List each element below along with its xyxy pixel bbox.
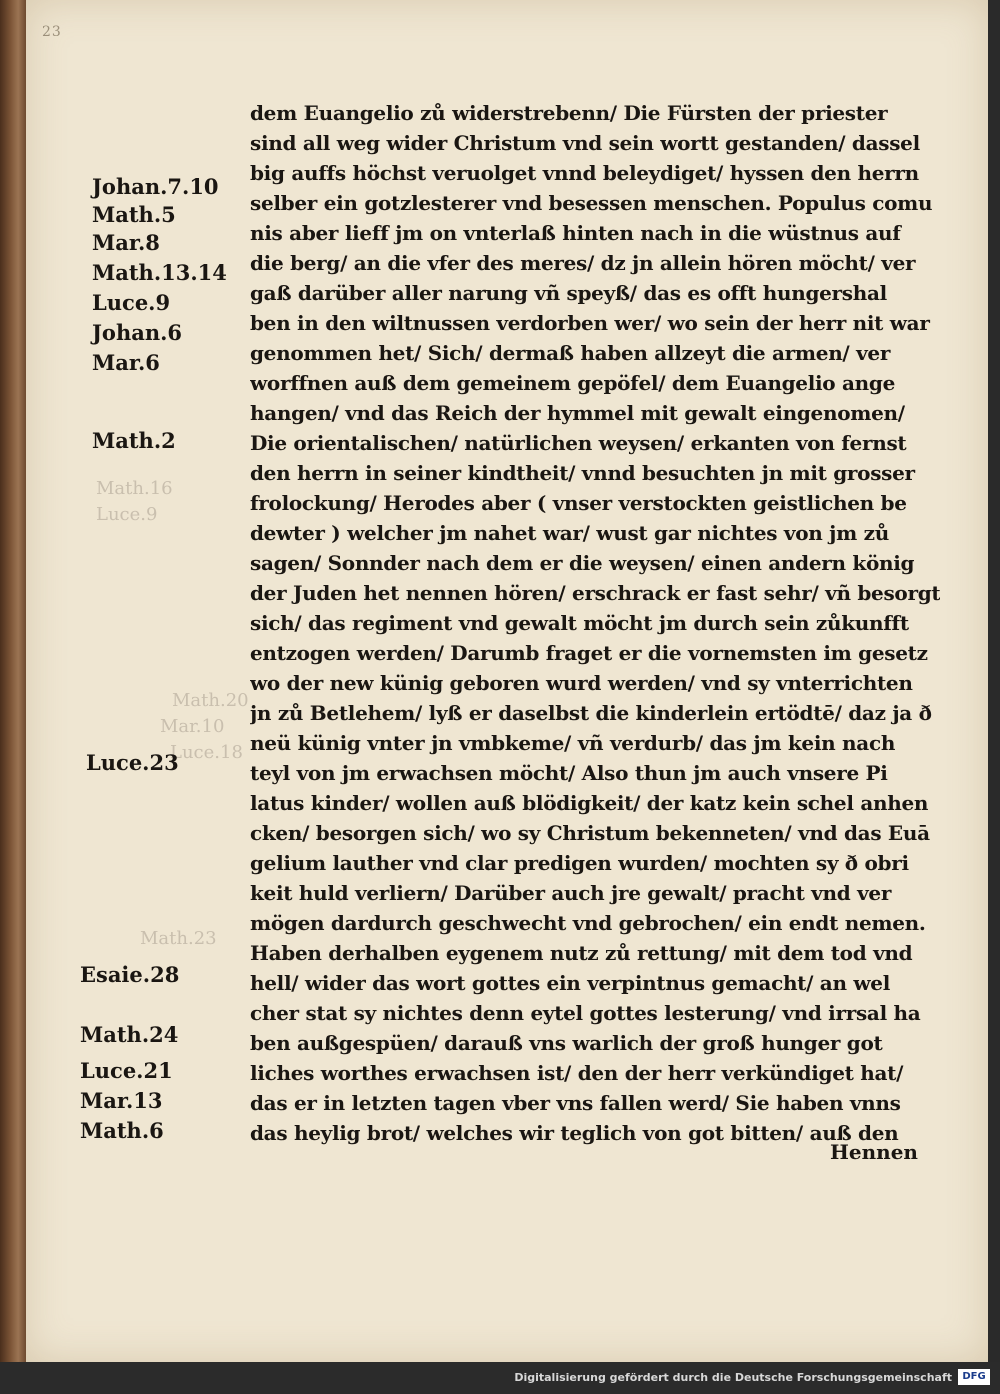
text-line: gelium lauther vnd clar predigen wurden/ mochten sy ð obri	[250, 851, 909, 875]
show-through-mark: Luce.9	[96, 504, 158, 525]
text-line: sich/ das regiment vnd gewalt möcht jm durch sein zůkunfft	[250, 611, 909, 635]
text-line: entzogen werden/ Darumb fraget er die vornemsten im gesetz	[250, 641, 928, 665]
text-line: liches worthes erwachsen ist/ den der herr verkündiget hat/	[250, 1061, 904, 1085]
text-line: sind all weg wider Christum vnd sein wortt gestanden/ dassel	[250, 131, 920, 155]
page-number: 23	[42, 24, 62, 40]
text-line: cher stat sy nichtes denn eytel gottes lesterung/ vnd irrsal ha	[250, 1001, 921, 1025]
margin-note: Luce.21	[80, 1058, 173, 1083]
text-line: das er in letzten tagen vber vns fallen werd/ Sie haben vnns	[250, 1091, 901, 1115]
text-line: jn zů Betlehem/ lyß er daselbst die kinderlein ertödtē/ daz ja ð	[250, 701, 932, 725]
text-line: wo der new künig geboren wurd werden/ vnd sy vnterrichten	[250, 671, 913, 695]
text-line: Haben derhalben eygenem nutz zů rettung/ mit dem tod vnd	[250, 941, 913, 965]
scan-border	[988, 0, 1000, 1362]
margin-note: Johan.7.10	[92, 174, 219, 199]
margin-note: Johan.6	[92, 320, 183, 345]
text-line: die berg/ an die vfer des meres/ dz jn allein hören möcht/ ver	[250, 251, 916, 275]
show-through-mark: Luce.18	[170, 742, 243, 763]
text-line: ben in den wiltnussen verdorben wer/ wo sein der herr nit war	[250, 311, 930, 335]
dfg-logo: DFG	[958, 1369, 990, 1385]
text-line: das heylig brot/ welches wir teglich von got bitten/ auß den	[250, 1121, 899, 1145]
margin-note: Luce.23	[86, 750, 179, 775]
text-line: sagen/ Sonnder nach dem er die weysen/ einen andern könig	[250, 551, 915, 575]
text-line: ben außgespüen/ darauß vns warlich der groß hunger got	[250, 1031, 883, 1055]
text-line: keit huld verliern/ Darüber auch jre gewalt/ pracht vnd ver	[250, 881, 892, 905]
text-line: Die orientalischen/ natürlichen weysen/ erkanten von fernst	[250, 431, 907, 455]
margin-note: Mar.6	[92, 350, 160, 375]
book-spine-edge	[0, 0, 26, 1394]
funding-credit: Digitalisierung gefördert durch die Deutsche Forschungsgemeinschaft	[514, 1371, 952, 1384]
text-line: gaß darüber aller narung vñ speyß/ das es offt hungershal	[250, 281, 887, 305]
text-line: neü künig vnter jn vmbkeme/ vñ verdurb/ das jm kein nach	[250, 731, 896, 755]
text-line: selber ein gotzlesterer vnd besessen menschen. Populus comu	[250, 191, 933, 215]
margin-note: Math.6	[80, 1118, 164, 1143]
margin-note: Mar.13	[80, 1088, 163, 1113]
margin-note: Mar.8	[92, 230, 160, 255]
text-line: worffnen auß dem gemeinem gepöfel/ dem Euangelio ange	[250, 371, 896, 395]
margin-note: Math.5	[92, 202, 176, 227]
margin-note: Math.24	[80, 1022, 179, 1047]
margin-note: Math.13.14	[92, 260, 227, 285]
text-line: dem Euangelio zů widerstrebenn/ Die Fürsten der priester	[250, 101, 888, 125]
text-line: genommen het/ Sich/ dermaß haben allzeyt die armen/ ver	[250, 341, 891, 365]
show-through-mark: Math.23	[140, 928, 217, 949]
text-line: nis aber lieff jm on vnterlaß hinten nach in die wüstnus auf	[250, 221, 901, 245]
margin-note: Esaie.28	[80, 962, 180, 987]
show-through-mark: Math.20	[172, 690, 249, 711]
text-line: hangen/ vnd das Reich der hymmel mit gewalt eingenomen/	[250, 401, 905, 425]
digitization-footer	[0, 1362, 1000, 1394]
show-through-mark: Mar.10	[160, 716, 225, 737]
margin-note: Luce.9	[92, 290, 171, 315]
margin-note: Math.2	[92, 428, 176, 453]
text-line: dewter ) welcher jm nahet war/ wust gar nichtes von jm zů	[250, 521, 889, 545]
text-line: teyl von jm erwachsen möcht/ Also thun jm auch vnsere Pi	[250, 761, 888, 785]
text-line: den herrn in seiner kindtheit/ vnnd besuchten jn mit grosser	[250, 461, 915, 485]
show-through-mark: Math.16	[96, 478, 173, 499]
text-line: big auffs höchst veruolget vnnd beleydiget/ hyssen den herrn	[250, 161, 919, 185]
text-line: latus kinder/ wollen auß blödigkeit/ der katz kein schel anhen	[250, 791, 929, 815]
text-line: cken/ besorgen sich/ wo sy Christum bekenneten/ vnd das Euā	[250, 821, 930, 845]
text-line: hell/ wider das wort gottes ein verpintnus gemacht/ an wel	[250, 971, 890, 995]
text-line: der Juden het nennen hören/ erschrack er fast sehr/ vñ besorgt	[250, 581, 940, 605]
catchword: Hennen	[830, 1140, 918, 1164]
text-line: frolockung/ Herodes aber ( vnser verstockten geistlichen be	[250, 491, 907, 515]
text-line: mögen dardurch geschwecht vnd gebrochen/ ein endt nemen.	[250, 911, 926, 935]
